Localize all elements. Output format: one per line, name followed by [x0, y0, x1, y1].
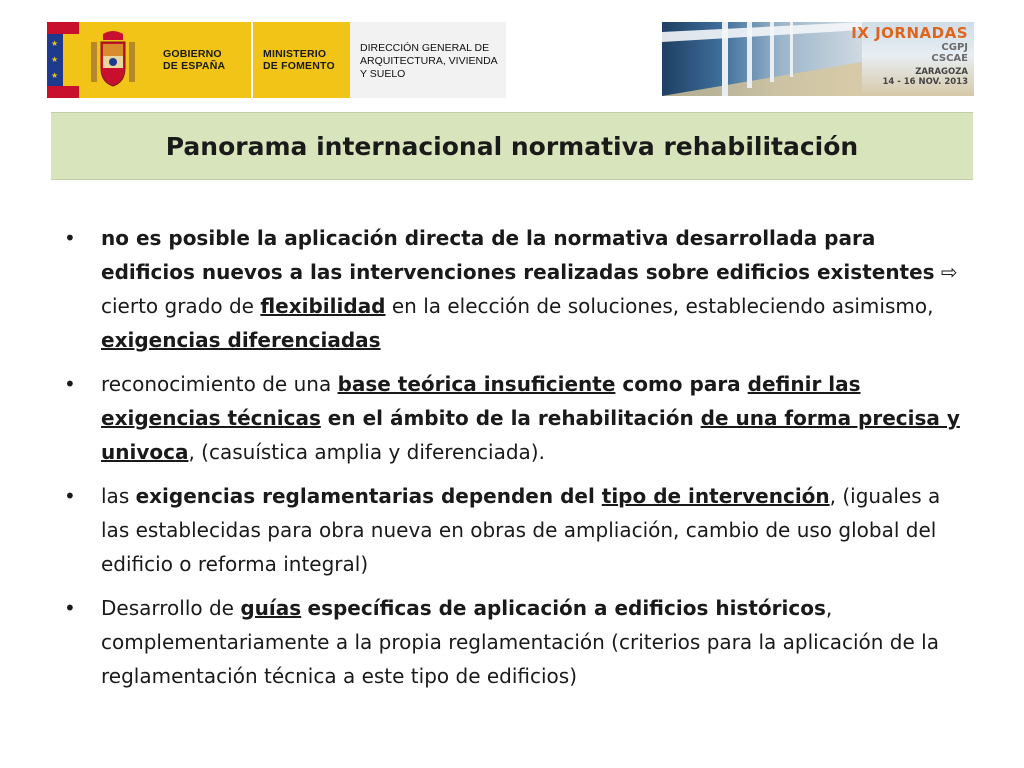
jornadas-title: IX JORNADAS [851, 24, 968, 42]
government-logo-header [47, 22, 506, 98]
bullet-text-segment: reconocimiento de una [101, 372, 338, 396]
bullet-marker: • [64, 484, 76, 508]
direction-label-box [350, 22, 506, 98]
bullet-text-segment: las [101, 484, 136, 508]
bullet-text-segment: flexibilidad [260, 294, 386, 318]
ministerio-line-1: MINISTERIO [263, 48, 327, 60]
jornadas-org-1: CGPJ [941, 42, 968, 53]
bullet-item [60, 591, 970, 693]
slide-title: Panorama internacional normativa rehabilitación [165, 131, 859, 161]
spanish-eu-flag-icon [47, 22, 79, 98]
bullet-text-segment: tipo de intervención [601, 484, 830, 508]
jornadas-logo [851, 24, 968, 87]
bullet-text [101, 367, 970, 469]
title-bar [51, 112, 973, 180]
bullet-text [101, 591, 970, 693]
jornadas-dates: 14 - 16 NOV. 2013 [882, 77, 968, 87]
bullet-text-segment: no es posible la aplicación directa de la normativa desarrollada para edificios nuevos a las intervenciones realizadas sobre edificios existentes [101, 226, 935, 284]
bullet-text-segment: guías [240, 596, 302, 620]
bullet-text-segment: en la elección de soluciones, estableciendo asimismo, [385, 294, 934, 318]
direction-general-text: DIRECCIÓN GENERAL DE ARQUITECTURA, VIVIENDA Y SUELO [360, 42, 498, 80]
architecture-graphic-icon [662, 22, 862, 96]
bullet-list [60, 221, 970, 703]
bullet-text [101, 221, 970, 357]
bullet-text [101, 479, 970, 581]
bullet-text-segment: , (casuística amplia y diferenciada). [188, 440, 545, 464]
bullet-text-segment: base teórica insuficiente [337, 372, 616, 396]
bullet-text-segment: , complementariamente a la propia reglamentación (criterios para la aplicación de la reglamentación técnica a este tipo de edificios) [101, 596, 939, 688]
gobierno-line-2: DE ESPAÑA [163, 60, 226, 72]
bullet-marker: • [64, 226, 76, 250]
bullet-item [60, 479, 970, 581]
ministerio-line-2: DE FOMENTO [263, 60, 335, 72]
bullet-text-segment: Desarrollo de [101, 596, 241, 620]
bullet-text-segment: específicas de aplicación a edificios históricos [307, 596, 826, 620]
bullet-text-segment: , (iguales a las establecidas para obra nueva en obras de ampliación, cambio de uso global del edificio o reforma integral) [101, 484, 941, 576]
bullet-text-segment: en el ámbito de la rehabilitación [320, 406, 701, 430]
jornadas-banner [662, 22, 974, 96]
ministry-logo [79, 22, 350, 98]
jornadas-city: ZARAGOZA [915, 67, 968, 77]
bullet-text-segment: exigencias diferenciadas [101, 328, 381, 352]
bullet-marker: • [64, 372, 76, 396]
coat-of-arms-icon [89, 28, 137, 92]
bullet-item [60, 367, 970, 469]
bullet-text-segment: definir las exigencias técnicas [101, 372, 861, 430]
bullet-text-segment: ⇨ cierto grado de [101, 260, 958, 318]
bullet-text-segment: de una forma precisa y univoca [101, 406, 960, 464]
gobierno-line-1: GOBIERNO [163, 48, 222, 60]
bullet-marker: • [64, 596, 76, 620]
bullet-text-segment: como para [615, 372, 748, 396]
jornadas-org-2: CSCAE [931, 53, 968, 64]
bullet-item [60, 221, 970, 357]
bullet-text-segment: exigencias reglamentarias dependen del [135, 484, 602, 508]
